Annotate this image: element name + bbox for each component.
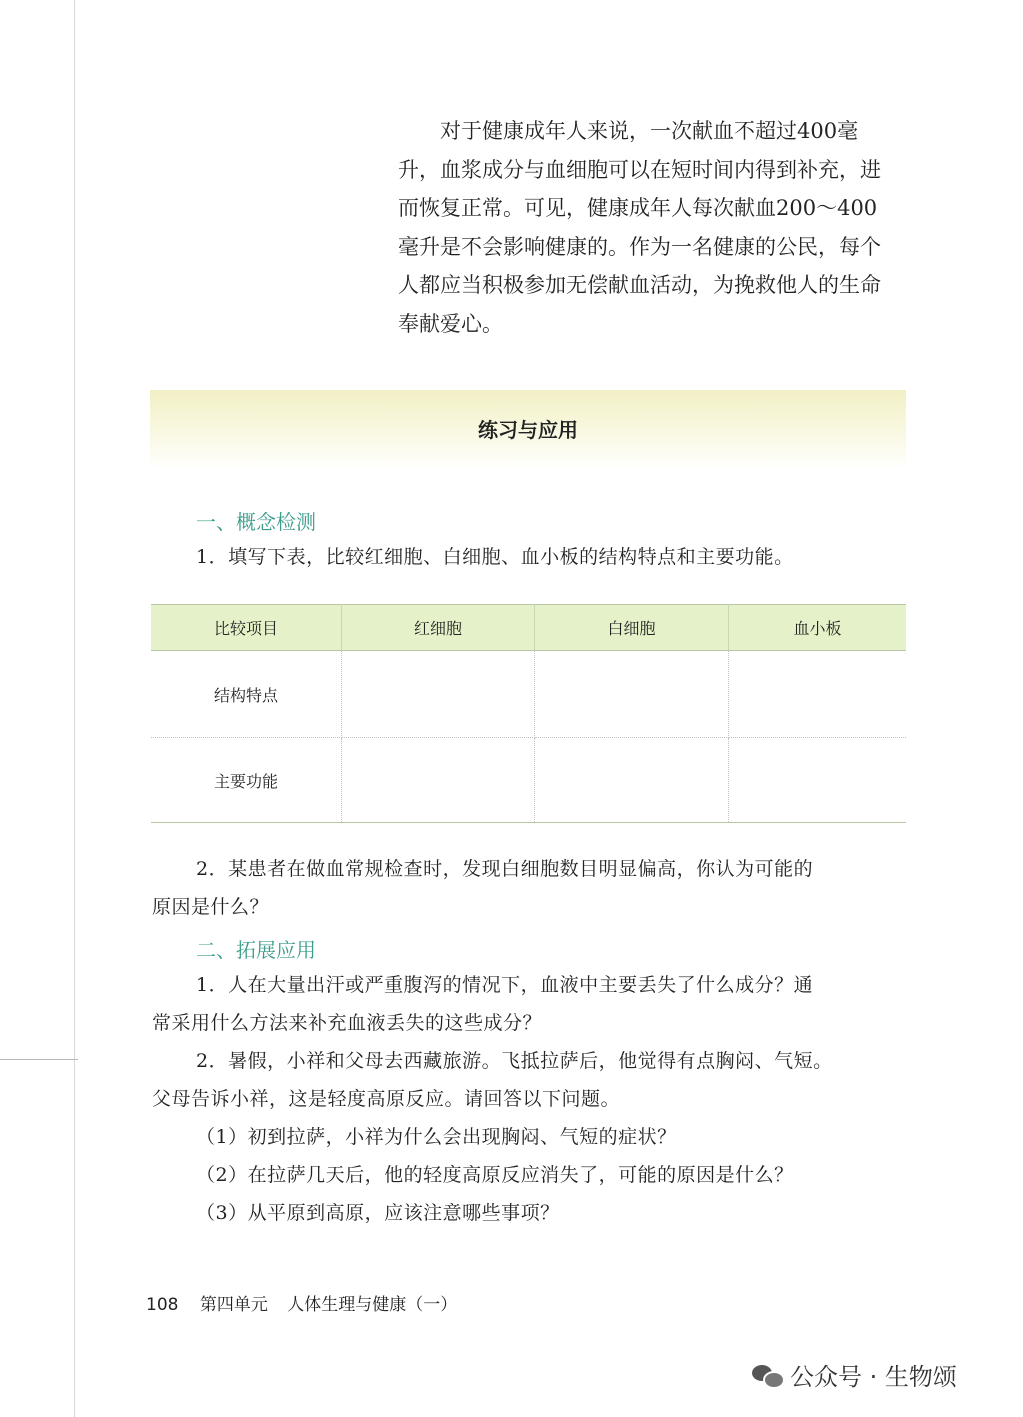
banner-title: 练习与应用 [478, 418, 578, 442]
section-heading-concept-check: 一、概念检测 [196, 510, 316, 534]
table-cell [535, 651, 729, 738]
question-text: 1．人在大量出汗或严重腹泻的情况下，血液中主要丢失了什么成分？通 [196, 974, 814, 996]
table-row [151, 738, 906, 823]
table-row [151, 651, 906, 738]
watermark [752, 1357, 957, 1392]
watermark-text: 公众号 · 生物颂 [790, 1363, 957, 1391]
table-cell [342, 651, 535, 738]
row-label: 主要功能 [151, 738, 342, 823]
intro-paragraph [398, 112, 910, 344]
table-cell [535, 738, 729, 823]
intro-line: 奉献爱心。 [398, 311, 503, 336]
table-header-cell: 白细胞 [535, 605, 729, 651]
exercise-banner [150, 390, 906, 470]
question-text: 1．填写下表，比较红细胞、白细胞、血小板的结构特点和主要功能。 [196, 546, 794, 568]
table-cell [342, 738, 535, 823]
question-text: 常采用什么方法来补充血液丢失的这些成分？ [152, 1012, 543, 1034]
table-header-row [151, 605, 906, 651]
question-text: 2．某患者在做血常规检查时，发现白细胞数目明显偏高，你认为可能的 [196, 858, 814, 880]
sub-question: （2）在拉萨几天后，他的轻度高原反应消失了，可能的原因是什么？ [196, 1164, 794, 1186]
sub-question: （3）从平原到高原，应该注意哪些事项？ [196, 1202, 560, 1224]
question-text: 父母告诉小祥，这是轻度高原反应。请回答以下问题。 [152, 1088, 621, 1110]
application-questions [152, 966, 908, 1232]
intro-line: 升，血浆成分与血细胞可以在短时间内得到补充，进 [398, 157, 881, 182]
section-heading-extended-application: 二、拓展应用 [196, 938, 316, 962]
intro-line: 对于健康成年人来说，一次献血不超过400毫 [440, 119, 859, 143]
page-spine-line [74, 0, 75, 1417]
question-text: 2．暑假，小祥和父母去西藏旅游。飞抵拉萨后，他觉得有点胸闷、气短。 [196, 1050, 833, 1072]
unit-title: 人体生理与健康（一） [287, 1295, 458, 1315]
wechat-icon [752, 1363, 782, 1387]
table-cell [729, 651, 907, 738]
question-2 [152, 850, 908, 926]
sub-question: （1）初到拉萨，小祥为什么会出现胸闷、气短的症状？ [196, 1126, 677, 1148]
row-label: 结构特点 [151, 651, 342, 738]
page-footer [146, 1290, 457, 1315]
question-text: 原因是什么？ [152, 896, 270, 918]
intro-line: 人都应当积极参加无偿献血活动，为挽救他人的生命 [398, 273, 881, 298]
table-header-cell: 血小板 [729, 605, 907, 651]
table-header-cell: 红细胞 [342, 605, 535, 651]
margin-mark [0, 1059, 78, 1060]
page-number: 108 [146, 1295, 179, 1315]
intro-line: 而恢复正常。可见，健康成年人每次献血200～400 [398, 196, 878, 221]
comparison-table [151, 604, 906, 823]
unit-label: 第四单元 [199, 1295, 268, 1315]
table-cell [729, 738, 907, 823]
table-header-cell: 比较项目 [151, 605, 342, 651]
question-1 [196, 538, 794, 576]
intro-line: 毫升是不会影响健康的。作为一名健康的公民，每个 [398, 234, 881, 259]
